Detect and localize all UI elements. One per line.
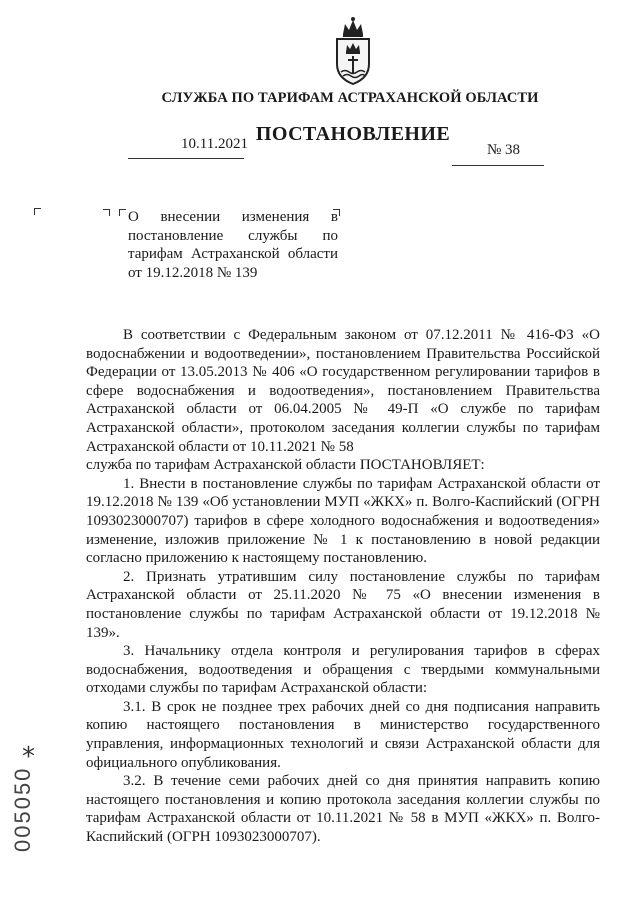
document-number: № 38: [487, 142, 521, 158]
resolves-line: служба по тарифам Астраханской области ПОСТАНОВЛЯЕТ:: [86, 457, 485, 474]
clause-2: 2. Признать утратившим силу постановление службы по тарифам Астраханской области от 25.11.2020 № 75 «О внесении изменения в постановление службы по тарифам Астраханской области от 19.12.2018 № 139».: [86, 568, 600, 641]
agency-name: СЛУЖБА ПО ТАРИФАМ АСТРАХАНСКОЙ ОБЛАСТИ: [161, 90, 539, 106]
clause-1: 1. Внести в постановление службы по тарифам Астраханской области от 19.12.2018 № 139 «Об установлении МУП «ЖКХ» п. Волго-Каспийский (ОГРН 1093023000707) тарифов в сфере холодного водоснабжения и водоотведения» изменение, изложив приложение № 1 к постановлению в новой редакции согласно приложению к настоящему постановлению.: [86, 475, 600, 567]
clause-3: 3. Начальнику отдела контроля и регулирования тарифов в сферах водоснабжения, водоотведения и обращения с твердыми коммунальными отходами службы по тарифам Астраханской области:: [86, 643, 600, 697]
document-type-title: ПОСТАНОВЛЕНИЕ: [255, 123, 451, 145]
document-date: 10.11.2021: [181, 136, 248, 152]
clause-3-1: 3.1. В срок не позднее трех рабочих дней со дня подписания направить копию настоящего постановления в министерство государственного управления, информационных технологий и связи Астраханской области для официального опубликования.: [86, 698, 600, 771]
number-underline: [452, 165, 544, 166]
corner-mark-subject: [119, 209, 126, 216]
coat-of-arms-icon: [329, 14, 377, 86]
corner-mark-left: [34, 208, 41, 215]
preamble-paragraph: В соответствии с Федеральным законом от 07.12.2011 № 416-ФЗ «О водоснабжении и водоотведении», постановлением Правительства Российской Федерации от 13.05.2013 № 406 «О государственном регулировании тарифов в сфере водоснабжения и водоотведения», постановлением Правительства Астраханской области от 06.04.2005 № 49-П «О службе по тарифам Астраханской области», протоколом заседания коллегии службы по тарифам Астраханской области от 10.11.2021 № 58: [86, 327, 600, 455]
document-body: [86, 326, 600, 847]
document-subject: О внесении изменения в постановление службы по тарифам Астраханской области от 19.12.2018 № 139: [128, 209, 338, 281]
date-underline: [128, 158, 244, 159]
margin-asterisk: *: [22, 742, 35, 772]
registration-stamp-number: 005050: [10, 766, 35, 852]
clause-3-2: 3.2. В течение семи рабочих дней со дня принятия направить копию настоящего постановления и копию протокола заседания коллегии службы по тарифам Астраханской области от 10.11.2021 № 58 в МУП «ЖКХ» п. Волго-Каспийский (ОГРН 1093023000707).: [86, 773, 600, 846]
corner-mark-inner: [103, 209, 110, 216]
